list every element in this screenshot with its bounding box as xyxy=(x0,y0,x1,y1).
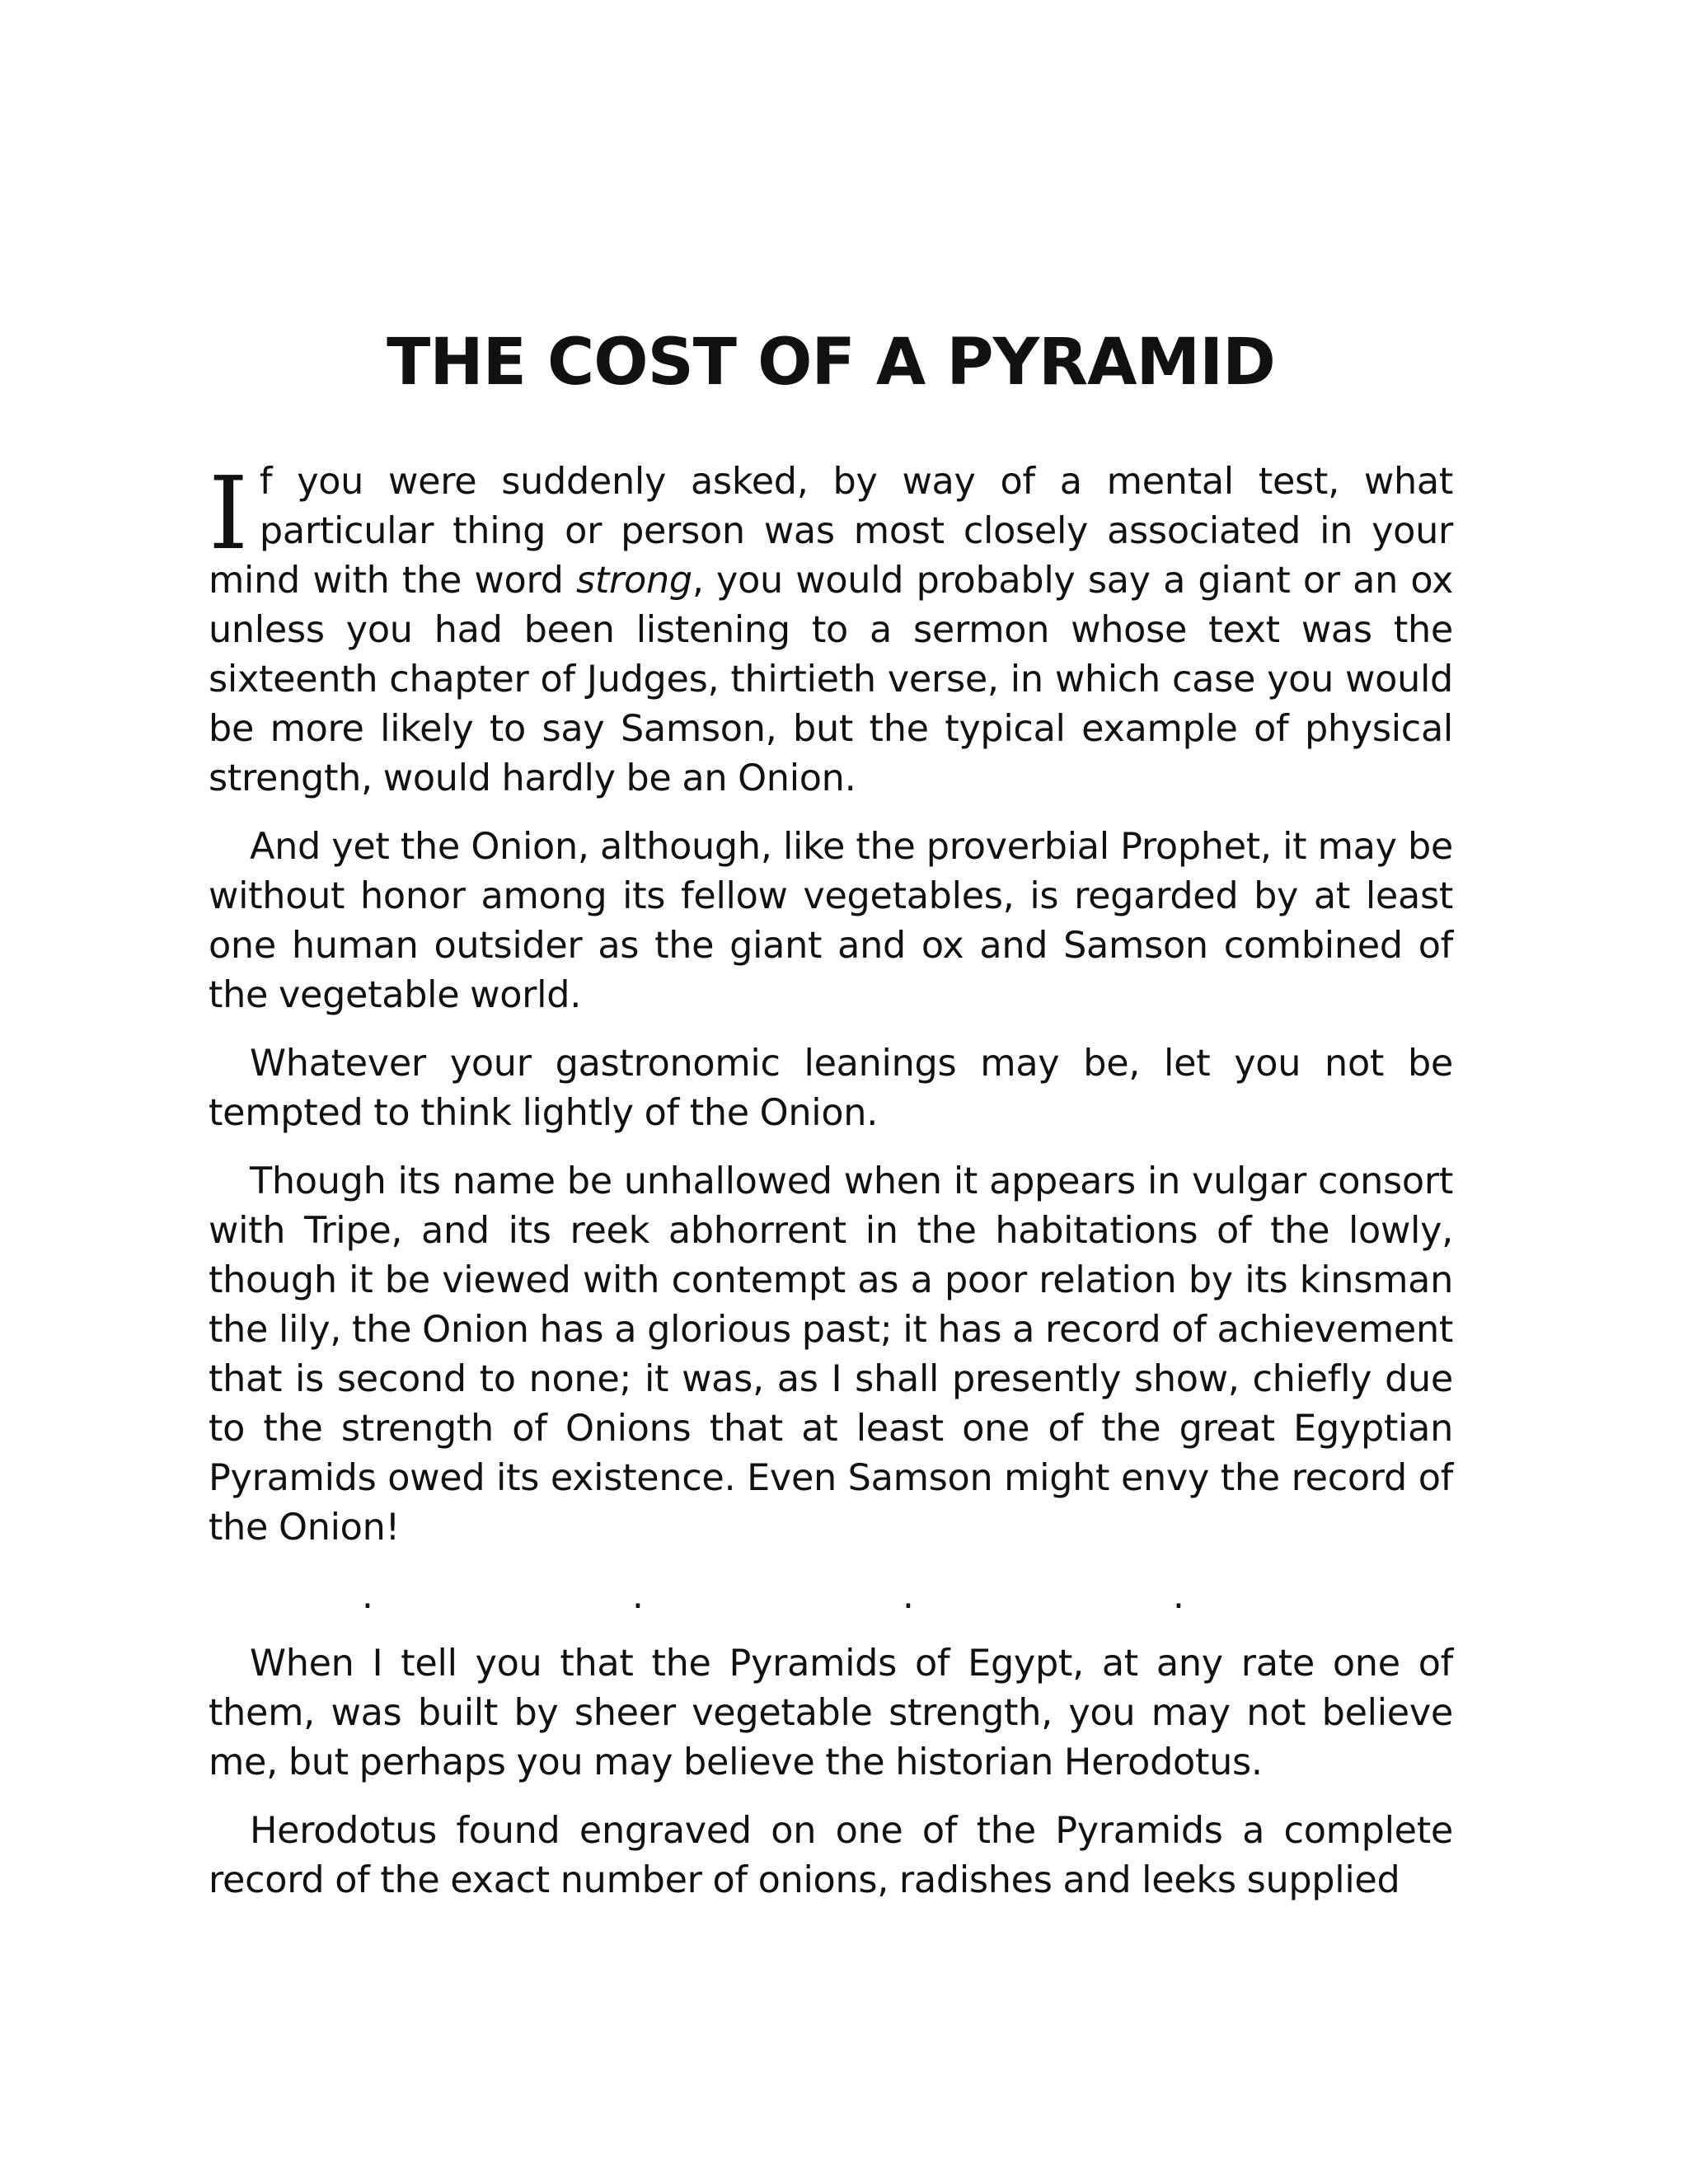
paragraph-4: Though its name be unhallowed when it appears in vulgar consort with Tripe, and its reek abhorrent in the habitations of the lowly, though it be viewed with contempt as a poor relation by its kinsman the lily, the Onion has a glorious past; it has a record of achievement that is second to none; it was, as I shall presently show, chiefly due to the strength of Onions that at least one of the great Egyptian Pyramids owed its existence. Even Samson might envy the record of the Onion! xyxy=(209,1160,1453,1549)
paragraph-1 xyxy=(209,457,1453,804)
separator-dot: . xyxy=(361,1575,373,1617)
chapter-title: THE COST OF A PYRAMID xyxy=(387,326,1275,400)
separator-dot: . xyxy=(902,1575,914,1617)
paragraph-1-text-b: , you would probably say a giant or an ox unless you had been listening to a sermon whose text was the sixteenth chapter of Judges, thirtieth verse, in which case you would be more likely to say Samson, but the typical example of physical strength, would hardly be an Onion. xyxy=(209,560,1453,799)
paragraph-5: When I tell you that the Pyramids of Egypt, at any rate one of them, was built by sheer vegetable strength, you may not believe me, but perhaps you may believe the historian Herodotus. xyxy=(209,1643,1453,1783)
paragraph-1-text-a: f you were suddenly asked, by way of a mental test, what particular thing or person was most closely associated in your mind with the word xyxy=(209,461,1453,602)
separator-dot: . xyxy=(1172,1575,1184,1617)
separator-dot: . xyxy=(631,1575,644,1617)
body-text xyxy=(209,457,1453,1924)
section-separator xyxy=(209,1572,1453,1621)
paragraph-3: Whatever your gastronomic leanings may be, let you not be tempted to think lightly of the Onion. xyxy=(209,1043,1453,1134)
emphasized-word: strong xyxy=(576,560,692,602)
paragraph-6: Herodotus found engraved on one of the Pyramids a complete record of the exact number of onions, radishes and leeks supplied xyxy=(209,1810,1453,1901)
paragraph-2: And yet the Onion, although, like the proverbial Prophet, it may be without honor among its fellow vegetables, is regarded by at least one human outsider as the giant and ox and Samson combined of the vegetable world. xyxy=(209,826,1453,1016)
drop-cap: I xyxy=(209,455,248,572)
